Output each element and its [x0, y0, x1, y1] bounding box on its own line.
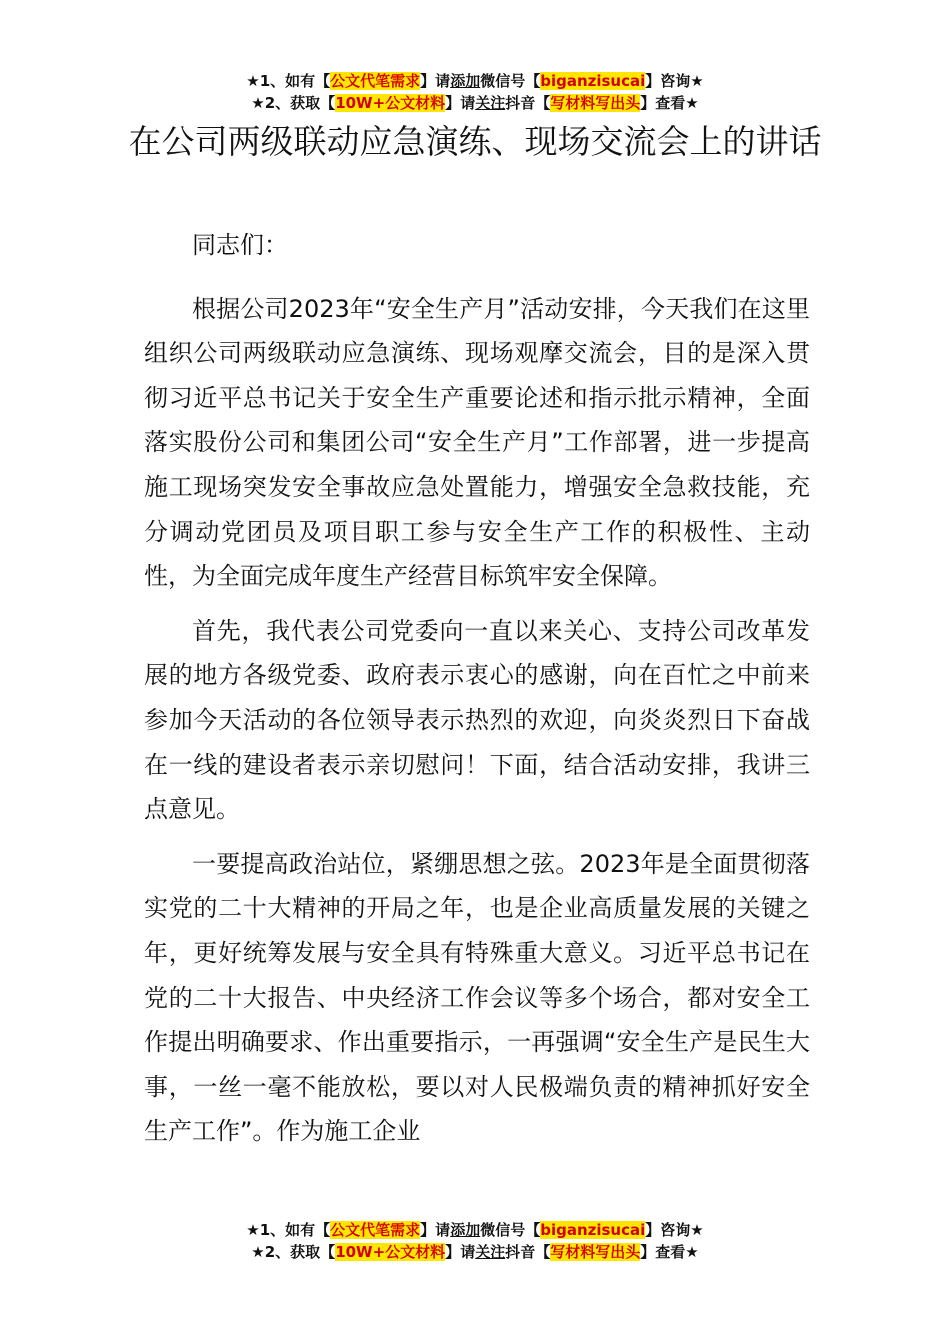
- banner-highlight: 写材料写出头: [550, 94, 641, 112]
- banner-text: ★1、如有【: [246, 72, 331, 90]
- banner-text: ★1、如有【: [246, 1221, 331, 1239]
- banner-line-2: [0, 92, 950, 114]
- banner-text: 】咨询★: [645, 1221, 704, 1239]
- banner-text: 】请: [420, 1221, 451, 1239]
- paragraph-1: 根据公司2023年“安全生产月”活动安排，今天我们在这里组织公司两级联动应急演练、现场观摩交流会，目的是深入贯彻习近平总书记关于安全生产重要论述和指示批示精神，全面落实股份公司和集团公司“安全生产月”工作部署，进一步提高施工现场突发安全事故应急处置能力，增强安全急救技能，充分调动党团员及项目职工参与安全生产工作的积极性、主动性，为全面完成年度生产经营目标筑牢安全保障。: [144, 294, 810, 591]
- banner-underline: 添加: [450, 1221, 481, 1239]
- document-body: [144, 223, 810, 1164]
- banner-text: 】请: [445, 1243, 476, 1261]
- banner-highlight: biganzisucai: [540, 1221, 646, 1239]
- banner-highlight: 公文代笔需求: [330, 72, 421, 90]
- paragraph-3: 一要提高政治站位，紧绷思想之弦。2023年是全面贯彻落实党的二十大精神的开局之年，也是企业高质量发展的关键之年，更好统筹发展与安全具有特殊重大意义。习近平总书记在党的二十大报告、中央经济工作会议等多个场合，都对安全工作提出明确要求、作出重要指示，一再强调“安全生产是民生大事，一丝一毫不能放松，要以对人民极端负责的精神抓好安全生产工作”。作为施工企业: [144, 849, 810, 1146]
- banner-text: 】请: [445, 94, 476, 112]
- banner-text: 】请: [420, 72, 451, 90]
- footer-line-1: [0, 1219, 950, 1241]
- banner-highlight: 10W+公文材料: [335, 1243, 446, 1261]
- banner-text: 微信号【: [480, 72, 541, 90]
- footer-banner: [0, 1219, 950, 1263]
- banner-text: 抖音【: [505, 1243, 551, 1261]
- banner-highlight: biganzisucai: [540, 72, 646, 90]
- salutation: 同志们：: [192, 231, 288, 259]
- banner-underline: 关注: [475, 1243, 506, 1261]
- banner-line-1: [0, 70, 950, 92]
- footer-line-2: [0, 1241, 950, 1263]
- banner-text: 】查看★: [640, 94, 699, 112]
- banner-underline: 关注: [475, 94, 506, 112]
- banner-underline: 添加: [450, 72, 481, 90]
- banner-highlight: 10W+公文材料: [335, 94, 446, 112]
- banner-highlight: 写材料写出头: [550, 1243, 641, 1261]
- banner-text: ★2、获取【: [251, 1243, 336, 1261]
- header-banner: [0, 70, 950, 114]
- document-title: 在公司两级联动应急演练、现场交流会上的讲话: [128, 122, 822, 161]
- banner-text: 】咨询★: [645, 72, 704, 90]
- banner-text: 抖音【: [505, 94, 551, 112]
- banner-highlight: 公文代笔需求: [330, 1221, 421, 1239]
- paragraph-2: 首先，我代表公司党委向一直以来关心、支持公司改革发展的地方各级党委、政府表示衷心的感谢，向在百忙之中前来参加今天活动的各位领导表示热烈的欢迎，向炎炎烈日下奋战在一线的建设者表示亲切慰问！下面，结合活动安排，我讲三点意见。: [144, 616, 810, 824]
- banner-text: 微信号【: [480, 1221, 541, 1239]
- banner-text: 】查看★: [640, 1243, 699, 1261]
- banner-text: ★2、获取【: [251, 94, 336, 112]
